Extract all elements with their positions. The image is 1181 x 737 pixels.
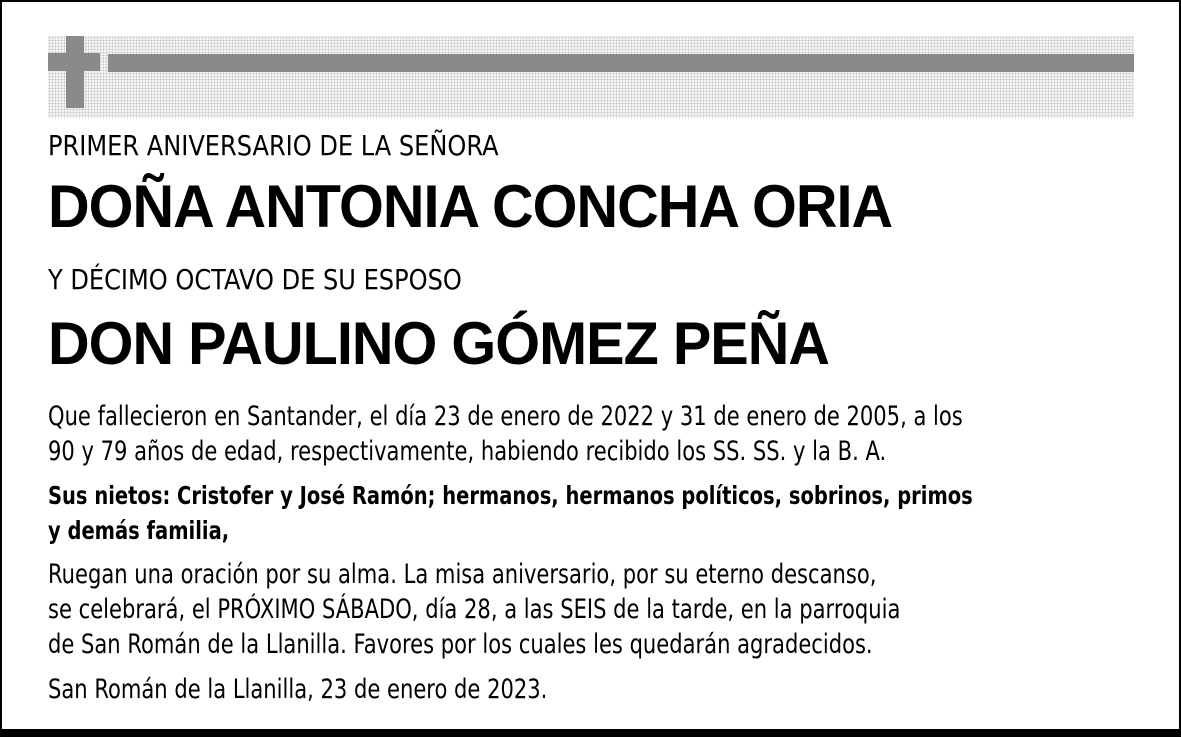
cross-vertical-bar bbox=[66, 36, 84, 108]
place-date-line: San Román de la Llanilla, 23 de enero de 2023. bbox=[48, 674, 548, 705]
cross-horizontal-bar bbox=[48, 53, 100, 71]
death-text-line-2: 90 y 79 años de edad, respectivamente, habiendo recibido los SS. SS. y la B. A. bbox=[48, 436, 887, 467]
header-rule bbox=[108, 54, 1134, 72]
prayer-line-2: se celebrará, el PRÓXIMO SÁBADO, día 28, a las SEIS de la tarde, en la parroquia bbox=[48, 594, 901, 625]
death-text-line-1: Que fallecieron en Santander, el día 23 de enero de 2022 y 31 de enero de 2005, a los bbox=[48, 401, 963, 432]
family-line-2: y demás familia, bbox=[48, 516, 230, 545]
second-intro-line: Y DÉCIMO OCTAVO DE SU ESPOSO bbox=[48, 263, 462, 296]
prayer-line-3: de San Román de la Llanilla. Favores por los cuales les quedarán agradecidos. bbox=[48, 629, 873, 660]
deceased-name-2: DON PAULINO GÓMEZ PEÑA bbox=[48, 310, 830, 377]
family-line-1: Sus nietos: Cristofer y José Ramón; hermanos, hermanos políticos, sobrinos, primos bbox=[48, 481, 973, 510]
header-band bbox=[48, 36, 1134, 118]
intro-line: PRIMER ANIVERSARIO DE LA SEÑORA bbox=[48, 129, 499, 162]
deceased-name-1: DOÑA ANTONIA CONCHA ORIA bbox=[48, 173, 893, 240]
prayer-line-1: Ruegan una oración por su alma. La misa aniversario, por su eterno descanso, bbox=[48, 559, 877, 590]
